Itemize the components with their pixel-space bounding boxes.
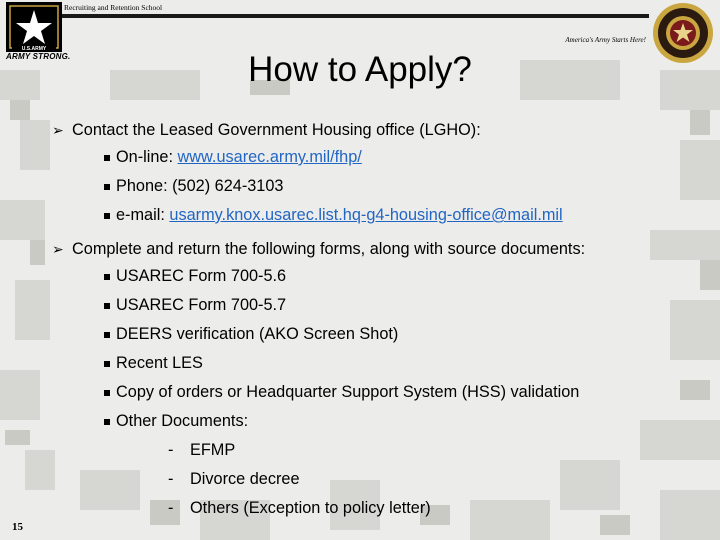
square-bullet-icon (104, 332, 110, 338)
sub-list-item: - EFMP (168, 441, 236, 459)
section-contact (52, 118, 712, 230)
sub-list-item: - Divorce decree (168, 470, 300, 488)
header-bar (62, 14, 649, 18)
square-bullet-icon (104, 303, 110, 309)
list-item: Phone: (502) 624-3103 (104, 172, 712, 201)
section-forms (52, 237, 712, 523)
arrow-bullet-icon: ➢ (52, 122, 64, 138)
square-bullet-icon (104, 213, 110, 219)
square-bullet-icon (104, 184, 110, 190)
email-link[interactable]: usarmy.knox.usarec.list.hq-g4-housing-office@mail.mil (169, 206, 563, 224)
tagline: America's Army Starts Here! (565, 36, 646, 44)
arrow-bullet-icon: ➢ (52, 241, 64, 257)
list-item: USAREC Form 700-5.7 (104, 291, 712, 320)
section-heading: Contact the Leased Government Housing office (LGHO): (72, 121, 481, 139)
list-item: DEERS verification (AKO Screen Shot) (104, 320, 712, 349)
list-item: Recent LES (104, 349, 712, 378)
square-bullet-icon (104, 274, 110, 280)
sub-list-item: - Others (Exception to policy letter) (168, 499, 431, 517)
logo-text: U.S.ARMY (21, 46, 47, 52)
list-item: Other Documents: - EFMP - Divorce decree - Others (Exception to policy letter) (104, 407, 712, 523)
online-link[interactable]: www.usarec.army.mil/fhp/ (177, 148, 362, 166)
list-item: e-mail: usarmy.knox.usarec.list.hq-g4-housing-office@mail.mil (104, 201, 712, 230)
square-bullet-icon (104, 155, 110, 161)
square-bullet-icon (104, 419, 110, 425)
list-item: USAREC Form 700-5.6 (104, 262, 712, 291)
page-title: How to Apply? (248, 50, 472, 89)
school-name: Recruiting and Retention School (64, 3, 163, 12)
army-strong-text: ARMY STRONG. (6, 52, 71, 61)
slide-content (52, 118, 712, 530)
page-number: 15 (12, 521, 23, 533)
list-item: Copy of orders or Headquarter Support System (HSS) validation (104, 378, 712, 407)
square-bullet-icon (104, 390, 110, 396)
section-heading: Complete and return the following forms, along with source documents: (72, 240, 586, 258)
list-item: On-line: www.usarec.army.mil/fhp/ (104, 143, 712, 172)
square-bullet-icon (104, 361, 110, 367)
